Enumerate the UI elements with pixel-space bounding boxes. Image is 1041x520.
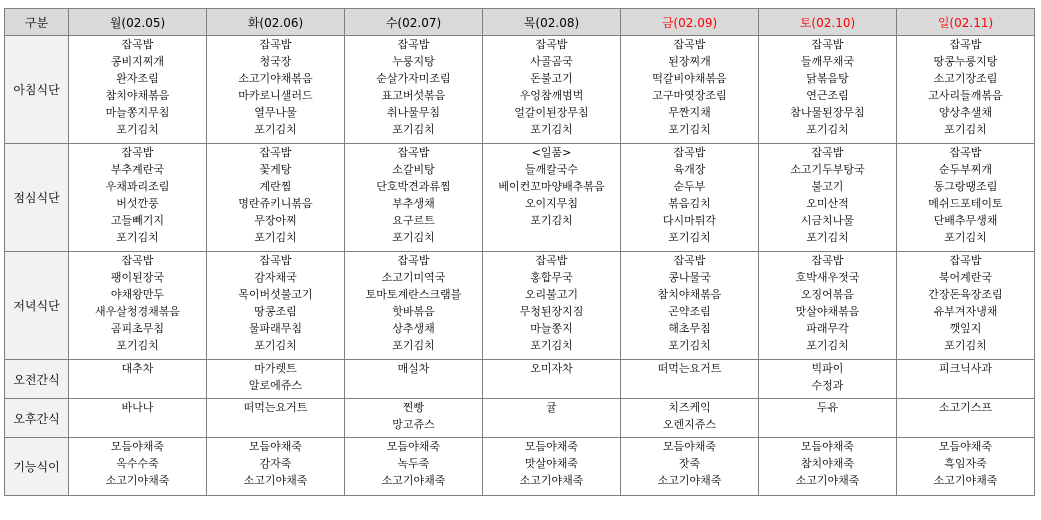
menu-item: 순두부: [673, 180, 706, 193]
menu-cell: [207, 144, 345, 252]
menu-item: 잡곡밥: [811, 146, 844, 159]
menu-item: 모듬야채죽: [248, 440, 303, 453]
menu-cell: [69, 399, 207, 438]
menu-item: 포기김치: [254, 123, 297, 136]
meal-row: [5, 399, 1035, 438]
menu-cell: [69, 438, 207, 496]
menu-item: 마늘쫑지무침: [105, 106, 170, 119]
menu-item: 잡곡밥: [535, 38, 568, 51]
menu-item: 치즈케익: [668, 401, 711, 414]
menu-item: 다시마튀각: [662, 214, 717, 227]
menu-cell: [621, 438, 759, 496]
menu-item: 해초무침: [668, 322, 711, 335]
menu-item: 열무나물: [254, 106, 297, 119]
menu-item: 잡곡밥: [949, 146, 982, 159]
menu-cell: [897, 399, 1035, 438]
menu-item: 바나나: [121, 401, 154, 414]
menu-item: 녹두죽: [397, 457, 430, 470]
menu-item: 떡갈비야채볶음: [652, 72, 727, 85]
menu-item: 무청된장지짐: [519, 305, 584, 318]
menu-item: 무짠지채: [668, 106, 711, 119]
row-label: 오후간식: [5, 399, 69, 438]
menu-item: 부추생채: [392, 197, 435, 210]
menu-cell: [207, 438, 345, 496]
menu-item: 두유: [816, 401, 839, 414]
day-header: 금(02.09): [621, 9, 759, 36]
menu-cell: [345, 438, 483, 496]
menu-item: 사골곰국: [530, 55, 573, 68]
menu-cell: [897, 144, 1035, 252]
menu-item: 맛살야채죽: [524, 457, 579, 470]
menu-item: 잡곡밥: [121, 38, 154, 51]
menu-item: 누룽지탕: [392, 55, 435, 68]
menu-cell: [345, 36, 483, 144]
menu-item: 부추계란국: [110, 163, 165, 176]
menu-item: 파래무각: [806, 322, 849, 335]
menu-item: 오이지무침: [524, 197, 579, 210]
menu-item: 소고기야채죽: [105, 474, 170, 487]
meal-row: [5, 438, 1035, 496]
day-header: 월(02.05): [69, 9, 207, 36]
menu-cell: [345, 252, 483, 360]
row-label: 저녁식단: [5, 252, 69, 360]
menu-item: 잡곡밥: [259, 38, 292, 51]
menu-item: 모듬야채죽: [800, 440, 855, 453]
menu-item: 순살가자미조림: [376, 72, 451, 85]
menu-item: 우엉참깨범벅: [519, 89, 584, 102]
menu-cell: [69, 36, 207, 144]
menu-item: 베이컨꼬마양배추볶음: [498, 180, 605, 193]
menu-item: 콩비지찌개: [110, 55, 165, 68]
menu-item: 소고기미역국: [381, 271, 446, 284]
menu-item: 순두부찌개: [938, 163, 993, 176]
menu-item: 팽이된장국: [110, 271, 165, 284]
menu-item: 오미자차: [530, 362, 573, 375]
menu-item: 맛살야채볶음: [795, 305, 860, 318]
menu-item: 시금치나물: [800, 214, 855, 227]
meal-row: [5, 36, 1035, 144]
menu-item: 포기김치: [806, 339, 849, 352]
menu-item: 꽃게탕: [259, 163, 292, 176]
menu-item: 잡곡밥: [121, 146, 154, 159]
menu-item: 포기김치: [944, 339, 987, 352]
menu-item: 피크닉사과: [938, 362, 993, 375]
menu-item: 청국장: [259, 55, 292, 68]
meal-plan-table: [4, 8, 1035, 496]
menu-cell: [69, 252, 207, 360]
menu-cell: [483, 438, 621, 496]
menu-item: 버섯깐풍: [116, 197, 159, 210]
menu-item: 오리불고기: [524, 288, 579, 301]
menu-item: 포기김치: [116, 339, 159, 352]
menu-item: 땅콩누룽지탕: [933, 55, 998, 68]
menu-item: 포기김치: [806, 231, 849, 244]
menu-item: 들깨무채국: [800, 55, 855, 68]
corner-header: 구분: [5, 9, 69, 36]
menu-cell: [207, 36, 345, 144]
menu-cell: [69, 360, 207, 399]
menu-item: 모듬야채죽: [662, 440, 717, 453]
menu-item: 참치야채볶음: [105, 89, 170, 102]
menu-item: 흑임자죽: [944, 457, 987, 470]
menu-cell: [759, 144, 897, 252]
menu-item: 핫바볶음: [392, 305, 435, 318]
menu-cell: [621, 399, 759, 438]
menu-cell: [897, 36, 1035, 144]
menu-item: 단호박견과류찜: [376, 180, 451, 193]
meal-row: [5, 360, 1035, 399]
menu-cell: [345, 399, 483, 438]
menu-item: 소고기스프: [938, 401, 993, 414]
menu-item: 명란쥬키니볶음: [238, 197, 313, 210]
menu-item: 불고기: [811, 180, 844, 193]
menu-item: 메쉬드포테이토: [928, 197, 1003, 210]
menu-cell: [483, 36, 621, 144]
menu-item: 양상추샐채: [938, 106, 993, 119]
menu-item: 고구마엿장조림: [652, 89, 727, 102]
menu-item: 잡곡밥: [811, 254, 844, 267]
menu-item: 수정과: [811, 379, 844, 392]
menu-item: 상추생채: [392, 322, 435, 335]
menu-item: 포기김치: [530, 123, 573, 136]
menu-item: 잡곡밥: [397, 38, 430, 51]
menu-item: 볶음김치: [668, 197, 711, 210]
menu-item: 계란찜: [259, 180, 292, 193]
menu-item: 대추차: [121, 362, 154, 375]
menu-item: 표고버섯볶음: [381, 89, 446, 102]
menu-cell: [483, 144, 621, 252]
menu-item: 홍합무국: [530, 271, 573, 284]
menu-item: 포기김치: [944, 231, 987, 244]
menu-cell: [207, 252, 345, 360]
row-label: 아침식단: [5, 36, 69, 144]
menu-item: 포기김치: [116, 231, 159, 244]
row-label: 오전간식: [5, 360, 69, 399]
header-row: [5, 9, 1035, 36]
menu-item: 모듬야채죽: [938, 440, 993, 453]
menu-item: 마가렛트: [254, 362, 297, 375]
menu-item: 빅파이: [811, 362, 844, 375]
menu-item: 모듬야채죽: [524, 440, 579, 453]
menu-item: 간장돈육장조림: [928, 288, 1003, 301]
menu-item: 잡곡밥: [259, 146, 292, 159]
menu-item: 잡곡밥: [397, 146, 430, 159]
menu-item: 고사리들깨볶음: [928, 89, 1003, 102]
menu-item: 곤약조림: [668, 305, 711, 318]
day-header: 목(02.08): [483, 9, 621, 36]
menu-item: 참치야채죽: [800, 457, 855, 470]
menu-item: 고들빼기지: [110, 214, 165, 227]
menu-item: 잡곡밥: [121, 254, 154, 267]
menu-item: 소고기야채죽: [381, 474, 446, 487]
meal-plan-container: [4, 8, 1035, 496]
menu-item: 야채왕만두: [110, 288, 165, 301]
menu-item: 소고기야채죽: [657, 474, 722, 487]
menu-cell: [483, 360, 621, 399]
menu-item: 북어계란국: [938, 271, 993, 284]
meal-plan-body: [5, 36, 1035, 496]
menu-cell: [621, 144, 759, 252]
menu-item: 잡곡밥: [673, 254, 706, 267]
day-header: 수(02.07): [345, 9, 483, 36]
menu-item: 포기김치: [116, 123, 159, 136]
menu-item: 소갈비탕: [392, 163, 435, 176]
menu-item: 모듬야채죽: [110, 440, 165, 453]
menu-item: 무장아찌: [254, 214, 297, 227]
menu-item: 알로에쥬스: [248, 379, 303, 392]
menu-item: 땅콩조림: [254, 305, 297, 318]
menu-item: 포기김치: [530, 339, 573, 352]
menu-item: 잡곡밥: [673, 146, 706, 159]
menu-item: 귤: [546, 401, 557, 414]
menu-item: 새우살청경채볶음: [94, 305, 180, 318]
menu-item: 우채꽈리조림: [105, 180, 170, 193]
menu-cell: [759, 36, 897, 144]
menu-item: 매실차: [397, 362, 430, 375]
menu-item: 포기김치: [668, 231, 711, 244]
menu-item: 마카로니샐러드: [238, 89, 313, 102]
menu-item: 잡곡밥: [259, 254, 292, 267]
menu-item: 소고기야채죽: [933, 474, 998, 487]
menu-item: 소고기야채죽: [243, 474, 308, 487]
menu-item: 오렌지쥬스: [662, 418, 717, 431]
menu-cell: [207, 360, 345, 399]
menu-item: 포기김치: [254, 231, 297, 244]
menu-item: 포기김치: [806, 123, 849, 136]
menu-item: 잡곡밥: [949, 38, 982, 51]
menu-item: 떠먹는요거트: [243, 401, 308, 414]
menu-item: 포기김치: [392, 231, 435, 244]
menu-item: 들깨칼국수: [524, 163, 579, 176]
menu-item: 토마토계란스크램블: [365, 288, 462, 301]
menu-item: 잡곡밥: [397, 254, 430, 267]
menu-cell: [897, 252, 1035, 360]
meal-row: [5, 144, 1035, 252]
menu-cell: [897, 360, 1035, 399]
menu-item: 포기김치: [668, 339, 711, 352]
menu-item: 돈불고기: [530, 72, 573, 85]
menu-item: 잡곡밥: [535, 254, 568, 267]
menu-item: 소고기장조림: [933, 72, 998, 85]
menu-cell: [69, 144, 207, 252]
menu-item: 완자조림: [116, 72, 159, 85]
menu-item: 잣죽: [678, 457, 701, 470]
menu-cell: [621, 252, 759, 360]
meal-row: [5, 252, 1035, 360]
menu-item: 오징어볶음: [800, 288, 855, 301]
day-header: 토(02.10): [759, 9, 897, 36]
menu-item: 포기김치: [944, 123, 987, 136]
menu-cell: [759, 438, 897, 496]
menu-item: 마늘쫑지: [530, 322, 573, 335]
menu-item: 모듬야채죽: [386, 440, 441, 453]
menu-cell: [207, 399, 345, 438]
menu-cell: [759, 360, 897, 399]
menu-item: 취나물무침: [386, 106, 441, 119]
menu-item: 물파래무침: [248, 322, 303, 335]
menu-item: 잡곡밥: [811, 38, 844, 51]
menu-item: 된장찌개: [668, 55, 711, 68]
menu-cell: [483, 252, 621, 360]
menu-item: 깻잎지: [949, 322, 982, 335]
menu-item: 포기김치: [530, 214, 573, 227]
menu-item: 요구르트: [392, 214, 435, 227]
menu-item: 감자죽: [259, 457, 292, 470]
menu-item: 참치야채볶음: [657, 288, 722, 301]
menu-item: <일품>: [531, 146, 572, 159]
menu-item: 닭볶음탕: [806, 72, 849, 85]
menu-cell: [345, 144, 483, 252]
menu-item: 망고쥬스: [392, 418, 435, 431]
day-header: 일(02.11): [897, 9, 1035, 36]
row-label: 점심식단: [5, 144, 69, 252]
menu-item: 포기김치: [392, 123, 435, 136]
menu-item: 단배추무생채: [933, 214, 998, 227]
menu-item: 연근조림: [806, 89, 849, 102]
menu-item: 곰피초무침: [110, 322, 165, 335]
menu-item: 소고기야채볶음: [238, 72, 313, 85]
menu-item: 포기김치: [668, 123, 711, 136]
menu-item: 찐빵: [402, 401, 425, 414]
menu-item: 잡곡밥: [673, 38, 706, 51]
menu-item: 잡곡밥: [949, 254, 982, 267]
menu-item: 목이버섯불고기: [238, 288, 313, 301]
menu-item: 소고기야채죽: [795, 474, 860, 487]
menu-item: 소고기야채죽: [519, 474, 584, 487]
row-label: 기능식이: [5, 438, 69, 496]
day-header: 화(02.06): [207, 9, 345, 36]
menu-cell: [621, 360, 759, 399]
menu-item: 옥수수죽: [116, 457, 159, 470]
menu-item: 포기김치: [392, 339, 435, 352]
menu-cell: [759, 399, 897, 438]
menu-cell: [759, 252, 897, 360]
menu-item: 육개장: [673, 163, 706, 176]
menu-item: 소고기두부탕국: [790, 163, 865, 176]
menu-item: 동그랑땡조림: [933, 180, 998, 193]
menu-item: 콩나물국: [668, 271, 711, 284]
menu-item: 유부겨자냉채: [933, 305, 998, 318]
menu-item: 포기김치: [254, 339, 297, 352]
menu-item: 감자채국: [254, 271, 297, 284]
menu-item: 참나물된장무침: [790, 106, 865, 119]
menu-cell: [345, 360, 483, 399]
menu-item: 오미산적: [806, 197, 849, 210]
menu-item: 얼갈이된장무침: [514, 106, 589, 119]
menu-item: 떠먹는요거트: [657, 362, 722, 375]
menu-cell: [897, 438, 1035, 496]
menu-cell: [483, 399, 621, 438]
menu-cell: [621, 36, 759, 144]
menu-item: 호박새우젓국: [795, 271, 860, 284]
